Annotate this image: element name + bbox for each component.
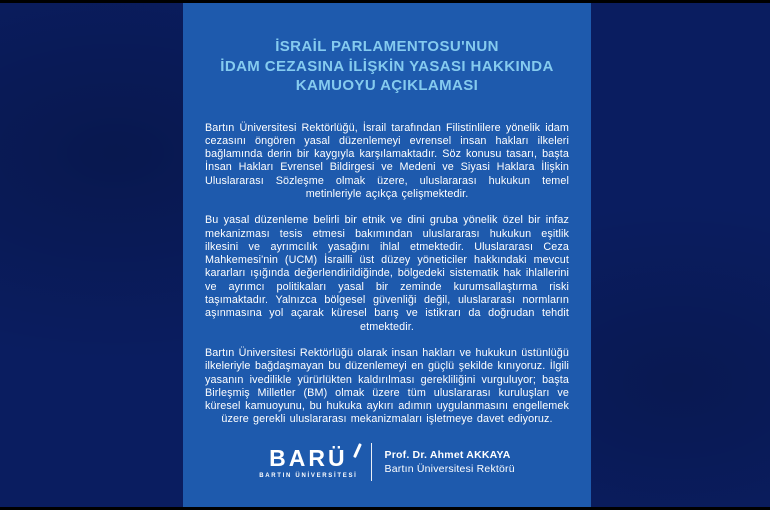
signer-role: Bartın Üniversitesi Rektörü xyxy=(384,463,515,475)
university-logo-tagline: BARTIN ÜNİVERSİTESİ xyxy=(259,472,358,479)
statement-paragraph-2: Bu yasal düzenleme belirli bir etnik ve dini gruba yönelik özel bir infaz mekanizması tesis etmesi bakımından uluslararası hukukun eşitlik ilkesini ve ayrımcılık yasağını ihlal etmektedir. Uluslararası Ceza Mahkemesi'nin (UCM) İsrailli üst düzey yöneticiler hakkındaki mevcut kararları ışığında değerlendirildiğinde, bölgedeki sistematik hak ihlallerini ve ayrımcı politikaları yasal bir zeminde kurumsallaştırma riski taşımaktadır. Yalnızca bölgesel güvenliği değil, uluslararası normların aşınmasına yol açarak küresel barış ve istikrarı da doğrudan tehdit etmektedir. xyxy=(205,214,569,333)
university-logo xyxy=(259,446,357,479)
statement-title-line-2: İDAM CEZASINA İLİŞKİN YASASI HAKKINDA xyxy=(220,57,554,75)
statement-title-line-3: KAMUOYU AÇIKLAMASI xyxy=(295,77,479,94)
signature-divider xyxy=(371,443,372,481)
signer-name: Prof. Dr. Ahmet AKKAYA xyxy=(384,449,511,461)
statement-body xyxy=(205,122,569,427)
statement-title xyxy=(205,37,569,96)
statement-card xyxy=(183,3,591,507)
statement-title-line-1: İSRAİL PARLAMENTOSU'NUN xyxy=(275,38,499,55)
university-logo-wordmark: BARÜ xyxy=(269,444,348,471)
signer-info xyxy=(385,448,515,476)
statement-paragraph-3: Bartın Üniversitesi Rektörlüğü olarak insan hakları ve hukukun üstünlüğü ilkeleriyle bağdaşmayan bu düzenlemeyi en güçlü şekilde kınıyoruz. İlgili yasanın ivedilikle yürürlükten kaldırılması gerekliliğini vurguluyor; başta Birleşmiş Milletler (BM) olmak üzere tüm uluslararası kuruluşları ve küresel kamuoyunu, bu hukuka aykırı adımın uygulanmasını engellemek üzere gerekli uluslararası mekanizmaları işletmeye davet ediyoruz. xyxy=(205,346,569,426)
statement-paragraph-1: Bartın Üniversitesi Rektörlüğü, İsrail tarafından Filistinlilere yönelik idam cezasını öngören yasal düzenlemeyi evrensel insan hakları ilkeleri bağlamında derin bir kaygıyla karşılamaktadır. Söz konusu tasarı, başta İnsan Hakları Evrensel Bildirgesi ve Medeni ve Siyasi Haklara İlişkin Uluslararası Sözleşme olmak üzere, uluslararası hukukun temel metinleriyle açıkça çelişmektedir. xyxy=(205,121,569,200)
signature-block xyxy=(205,443,569,481)
